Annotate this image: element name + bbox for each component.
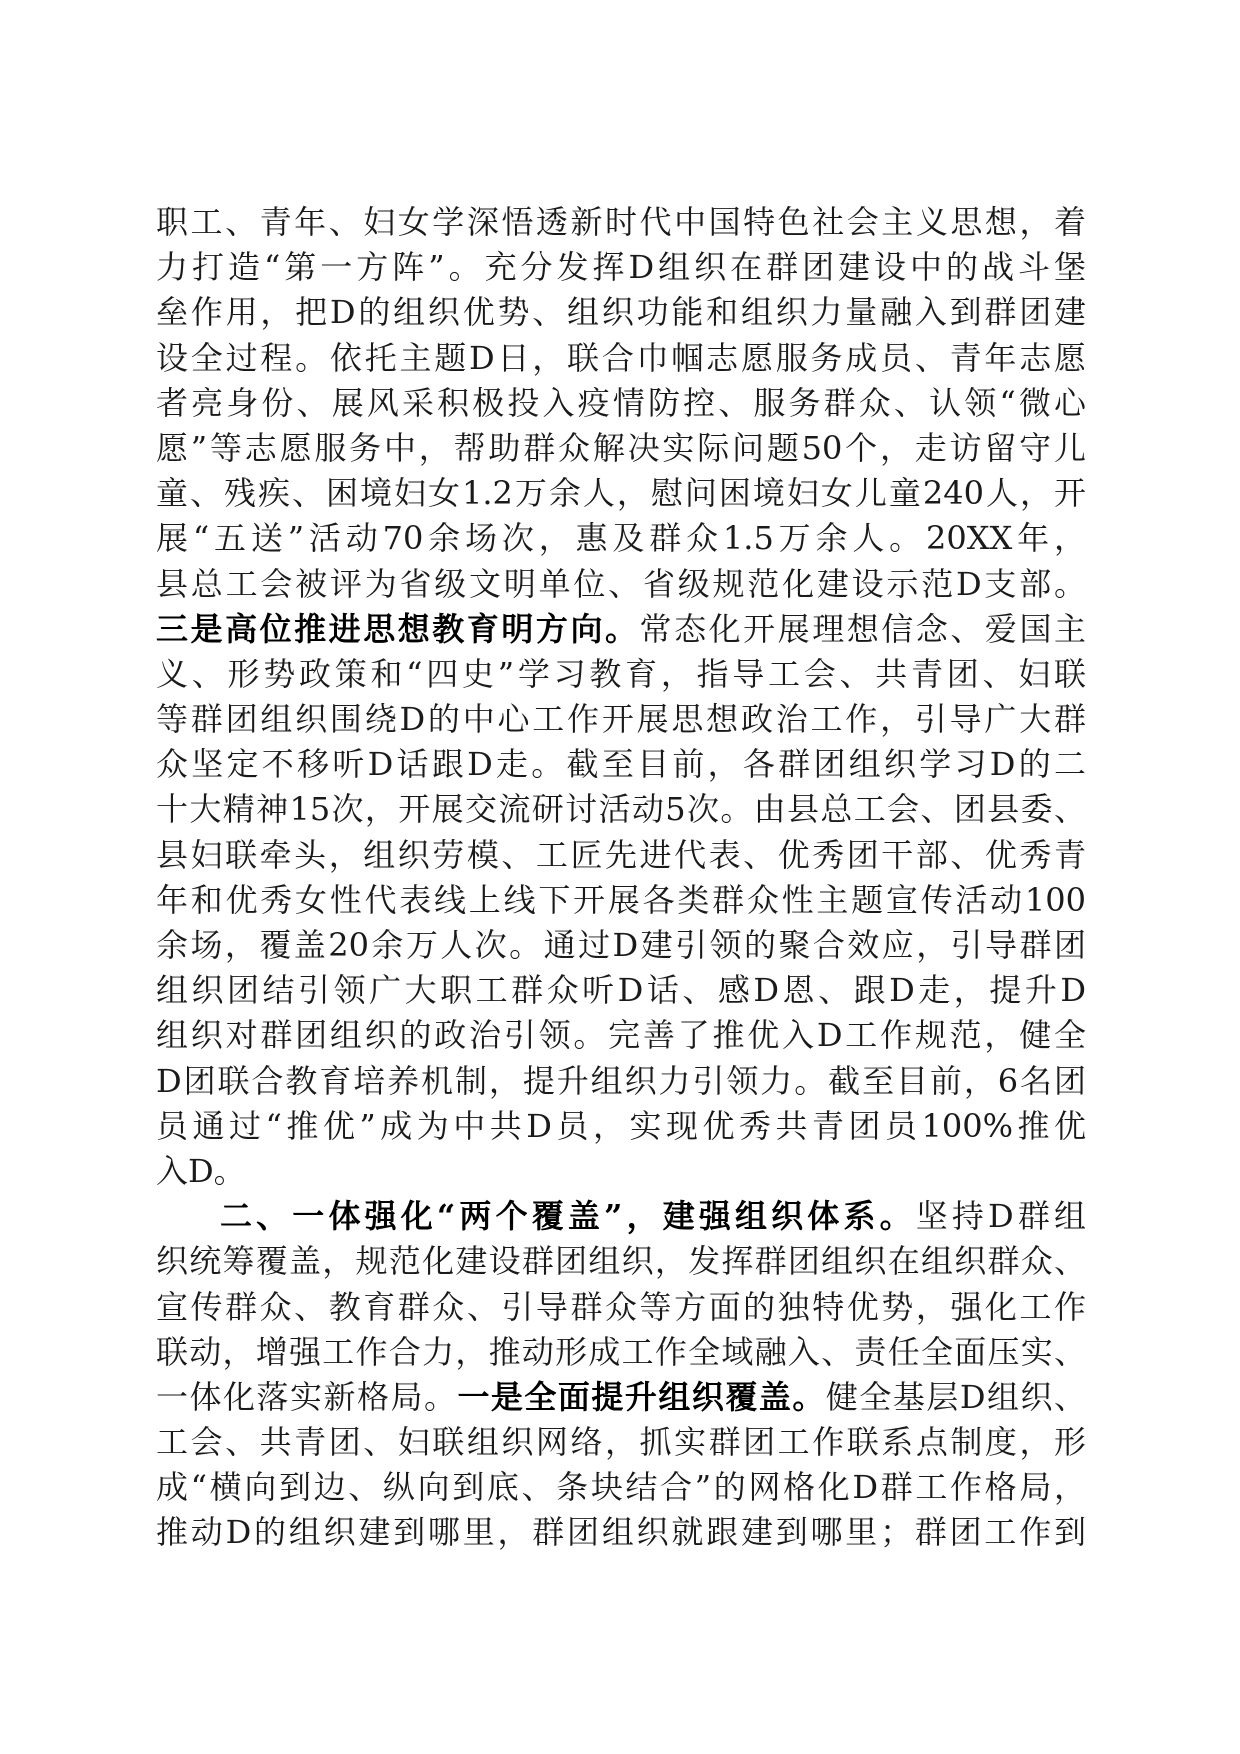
text-segment: 联动，增强工作合力，推动形成工作全域融入、责任全面压实、 (156, 1332, 1086, 1371)
text-line (156, 336, 1086, 381)
text-segment: D团联合教育培养机制，提升组织力引领力。截至目前，6名团 (156, 1061, 1086, 1100)
text-segment: 者亮身份、展风采积极投入疫情防控、服务群众、认领“微心 (156, 383, 1086, 422)
text-segment: 健全基层D组织、 (825, 1377, 1086, 1416)
text-segment: 宣传群众、教育群众、引导群众等方面的独特优势，强化工作 (156, 1287, 1086, 1326)
text-line (156, 200, 1086, 245)
text-line (156, 1465, 1086, 1510)
text-segment: 年和优秀女性代表线上线下开展各类群众性主题宣传活动100 (156, 880, 1086, 919)
text-line (156, 607, 1086, 652)
text-segment: 设全过程。依托主题D日，联合巾帼志愿服务成员、青年志愿 (156, 338, 1086, 377)
text-line (156, 290, 1086, 335)
text-segment: 义、形势政策和“四史”学习教育，指导工会、共青团、妇联 (156, 654, 1086, 693)
text-segment: 展“五送”活动70余场次，惠及群众1.5万余人。20XX年， (156, 519, 1086, 558)
text-line (156, 245, 1086, 290)
text-segment: 县妇联牵头，组织劳模、工匠先进代表、优秀团干部、优秀青 (156, 835, 1086, 874)
text-segment: 推动D的组织建到哪里，群团组织就跟建到哪里；群团工作到 (156, 1513, 1086, 1552)
bold-heading-text: 一是全面提升组织覆盖。 (457, 1377, 826, 1416)
text-segment: 工会、共青团、妇联组织网络，抓实群团工作联系点制度，形 (156, 1423, 1086, 1462)
text-line (156, 516, 1086, 561)
text-segment: 垒作用，把D的组织优势、组织功能和组织力量融入到群团建 (156, 293, 1086, 332)
body-text (156, 200, 1086, 1556)
bold-heading-text: 三是高位推进思想教育明方向。 (156, 609, 640, 648)
text-line (156, 562, 1086, 607)
text-line (156, 426, 1086, 471)
text-line (156, 1330, 1086, 1375)
text-segment: 童、残疾、困境妇女1.2万余人，慰问困境妇女儿童240人，开 (156, 474, 1086, 513)
text-segment: 愿”等志愿服务中，帮助群众解决实际问题50个，走访留守儿 (156, 428, 1086, 467)
text-line (156, 471, 1086, 516)
text-line (156, 787, 1086, 832)
text-segment: 织统筹覆盖，规范化建设群团组织，发挥群团组织在组织群众、 (156, 1242, 1086, 1281)
text-line (156, 1510, 1086, 1555)
text-line (156, 833, 1086, 878)
text-segment: 众坚定不移听D话跟D走。截至目前，各群团组织学习D的二 (156, 745, 1086, 784)
text-line (156, 1059, 1086, 1104)
text-segment: 职工、青年、妇女学深悟透新时代中国特色社会主义思想，着 (156, 203, 1086, 241)
bold-heading-text: 二、一体强化“两个覆盖”，建强组织体系。 (220, 1197, 916, 1236)
text-line (156, 652, 1086, 697)
text-segment: 组织团结引领广大职工群众听D话、感D恩、跟D走，提升D (156, 971, 1086, 1010)
text-line (156, 923, 1086, 968)
text-segment: 常态化开展理想信念、爱国主 (639, 609, 1086, 648)
text-segment: 十大精神15次，开展交流研讨活动5次。由县总工会、团县委、 (156, 790, 1086, 829)
text-line (156, 968, 1086, 1013)
text-line (156, 1194, 1086, 1239)
text-segment: 余场，覆盖20余万人次。通过D建引领的聚合效应，引导群团 (156, 926, 1086, 964)
text-segment: 力打造“第一方阵”。充分发挥D组织在群团建设中的战斗堡 (156, 248, 1086, 287)
text-segment: 员通过“推优”成为中共D员，实现优秀共青团员100%推优 (156, 1106, 1086, 1145)
text-line (156, 1149, 1086, 1194)
text-line (156, 878, 1086, 923)
text-line (156, 1239, 1086, 1284)
text-line (156, 1104, 1086, 1149)
text-line (156, 1420, 1086, 1465)
text-line (156, 697, 1086, 742)
text-segment: 一体化落实新格局。 (156, 1377, 458, 1416)
text-segment: 入D。 (156, 1151, 246, 1190)
text-segment: 成“横向到边、纵向到底、条块结合”的网格化D群工作格局， (156, 1468, 1086, 1507)
text-line (156, 1375, 1086, 1420)
text-line (156, 1285, 1086, 1330)
text-segment: 县总工会被评为省级文明单位、省级规范化建设示范D支部。 (156, 564, 1086, 603)
text-segment: 组织对群团组织的政治引领。完善了推优入D工作规范，健全 (156, 1016, 1086, 1055)
text-line (156, 381, 1086, 426)
text-segment: 等群团组织围绕D的中心工作开展思想政治工作，引导广大群 (156, 700, 1086, 739)
text-segment: 坚持D群组 (915, 1197, 1086, 1236)
text-line (156, 1013, 1086, 1058)
text-line (156, 742, 1086, 787)
